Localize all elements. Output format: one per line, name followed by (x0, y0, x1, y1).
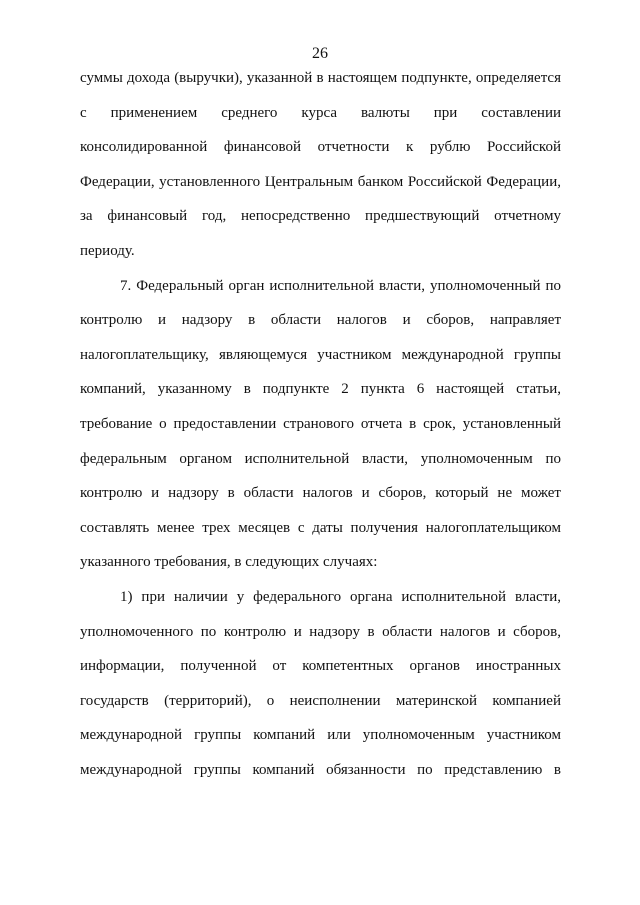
document-body (80, 68, 561, 794)
text-line: указанного требования, в следующих случаях: (80, 554, 378, 571)
text-line: суммы дохода (выручки), указанной в настоящем подпункте, определяется (80, 70, 561, 86)
text-line: с применением среднего курса валюты при составлении (80, 104, 561, 121)
text-line: контролю и надзору в области налогов и сборов, который не может (80, 485, 561, 502)
text-line: за финансовый год, непосредственно предшествующий отчетному (80, 208, 561, 225)
text-line: 1) при наличии у федерального органа исполнительной власти, (120, 588, 561, 605)
text-line: налогоплательщику, являющемуся участником международной группы (80, 346, 561, 363)
text-line: государств (территорий), о неисполнении материнской компанией (80, 692, 561, 709)
text-line: консолидированной финансовой отчетности к рублю Российской (80, 139, 561, 156)
paragraph-1 (80, 68, 561, 276)
paragraph-7 (80, 276, 561, 587)
text-line: Федерации, установленного Центральным банком Российской Федерации, (80, 173, 561, 190)
text-line: контролю и надзору в области налогов и сборов, направляет (80, 312, 561, 329)
text-line: требование о предоставлении странового отчета в срок, установленный (80, 415, 561, 432)
paragraph-subitem-1 (80, 587, 561, 795)
text-line: компаний, указанному в подпункте 2 пункта 6 настоящей статьи, (80, 381, 561, 398)
page-number: 26 (312, 45, 328, 62)
text-line: информации, полученной от компетентных органов иностранных (80, 658, 561, 675)
text-line: уполномоченного по контролю и надзору в области налогов и сборов, (80, 623, 561, 640)
text-line: 7. Федеральный орган исполнительной власти, уполномоченный по (120, 277, 561, 294)
text-line: федеральным органом исполнительной власти, уполномоченным по (80, 450, 561, 467)
text-line: составлять менее трех месяцев с даты получения налогоплательщиком (80, 519, 561, 536)
text-line: международной группы компаний или уполномоченным участником (80, 727, 561, 744)
text-line: международной группы компаний обязанности по представлению в (80, 761, 561, 778)
text-line: периоду. (80, 242, 135, 259)
